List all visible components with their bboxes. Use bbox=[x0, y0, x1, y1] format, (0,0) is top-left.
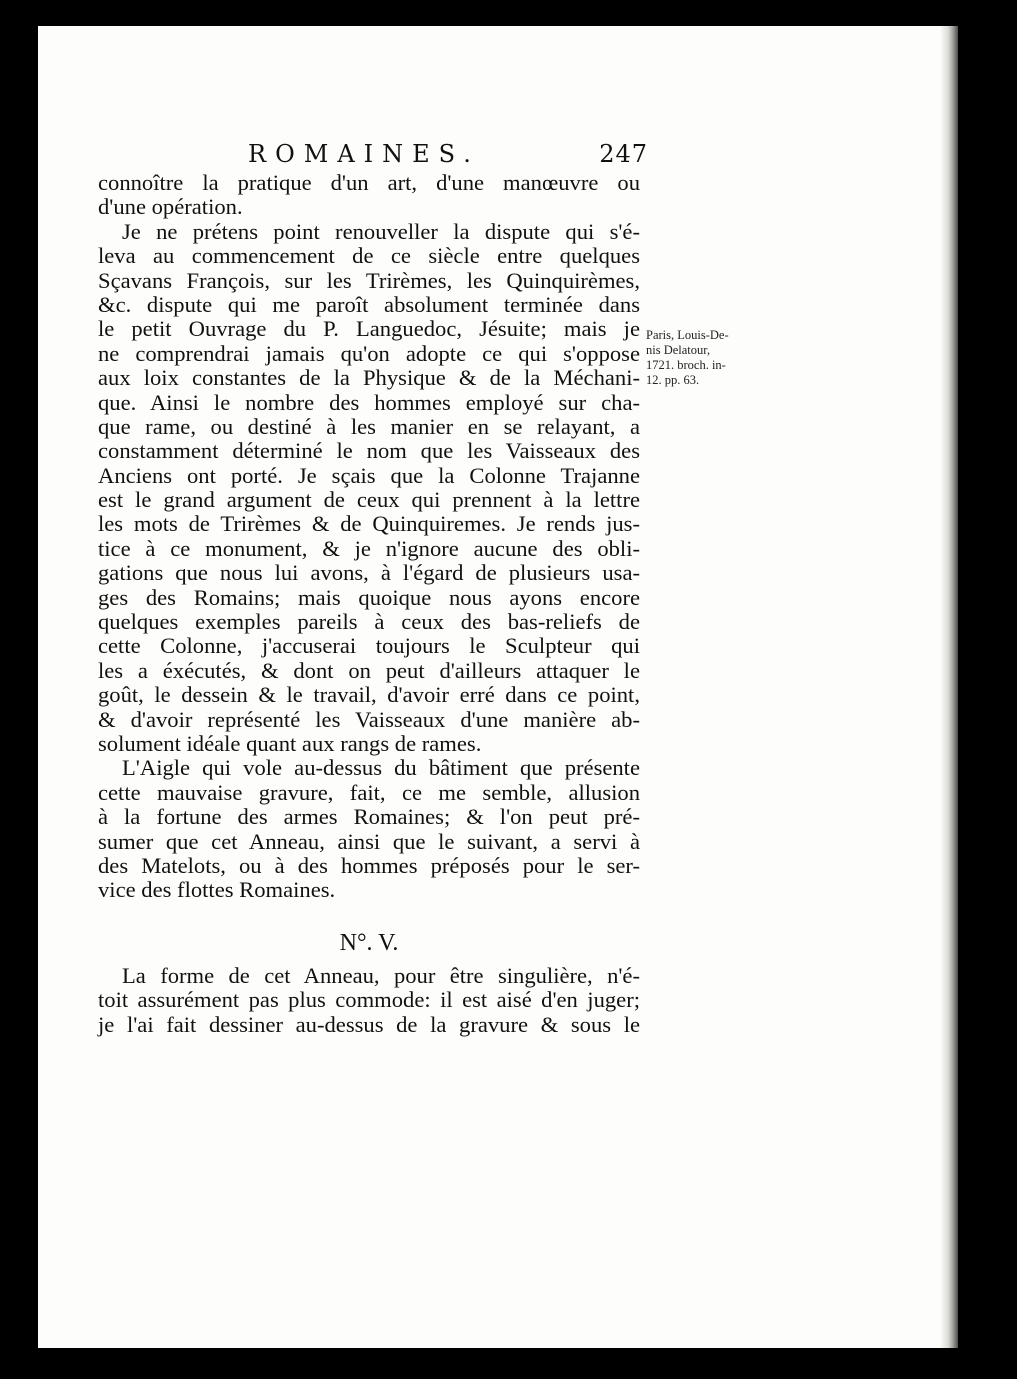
text-line: goût, le dessein & le travail, d'avoir erré dans ce point, bbox=[98, 682, 640, 708]
text-line: leva au commencement de ce siècle entre quelques bbox=[98, 243, 640, 269]
section-body-text bbox=[98, 964, 640, 1037]
text-line: aux loix constantes de la Physique & de la Méchani- bbox=[98, 365, 640, 391]
running-title: ROMAINES. bbox=[248, 140, 480, 168]
text-line: L'Aigle qui vole au-dessus du bâtiment que présente bbox=[122, 755, 640, 781]
text-line: ges des Romains; mais quoique nous ayons encore bbox=[98, 584, 640, 610]
margin-note-line: 12. pp. 63. bbox=[646, 373, 700, 387]
text-line: & d'avoir représenté les Vaisseaux d'une manière ab- bbox=[98, 706, 640, 732]
margin-note-line: Paris, Louis-De- bbox=[646, 328, 729, 342]
text-line: les mots de Trirèmes & de Quinquiremes. Je rends jus- bbox=[98, 511, 640, 537]
text-line: des Matelots, ou à des hommes préposés pour le ser- bbox=[98, 852, 640, 878]
text-line: La forme de cet Anneau, pour être singulière, n'é- bbox=[122, 963, 640, 988]
text-line: cette mauvaise gravure, fait, ce me semble, allusion bbox=[98, 779, 640, 805]
text-line: tice à ce monument, & je n'ignore aucune des obli- bbox=[98, 535, 640, 561]
text-line: Anciens ont porté. Je sçais que la Colonne Trajanne bbox=[98, 462, 640, 488]
text-line: constamment déterminé le nom que les Vaisseaux des bbox=[98, 438, 640, 464]
body-text bbox=[98, 171, 640, 903]
book-page bbox=[38, 26, 958, 1348]
margin-note-line: 1721. broch. in- bbox=[646, 358, 726, 372]
section-heading: N°. V. bbox=[339, 930, 399, 956]
text-line: Je ne prétens point renouveller la dispute qui s'é- bbox=[122, 218, 640, 244]
text-line: solument idéale quant aux rangs de rames. bbox=[98, 730, 482, 756]
text-line: quelques exemples pareils à ceux des bas-reliefs de bbox=[98, 609, 640, 635]
text-line: est le grand argument de ceux qui prennent à la lettre bbox=[98, 487, 640, 513]
text-line: à la fortune des armes Romaines; & l'on peut pré- bbox=[98, 804, 640, 830]
text-line: que rame, ou destiné à les manier en se relayant, a bbox=[98, 413, 640, 439]
scan-edge-shadow bbox=[940, 26, 958, 1348]
text-line: d'une opération. bbox=[98, 194, 243, 220]
text-line: connoître la pratique d'un art, d'une manœuvre ou bbox=[98, 170, 640, 195]
text-line: ne comprendrai jamais qu'on adopte ce qui s'oppose bbox=[98, 340, 640, 366]
text-line: vice des flottes Romaines. bbox=[98, 877, 336, 903]
text-line: sumer que cet Anneau, ainsi que le suivant, a servi à bbox=[98, 828, 640, 854]
text-line: Sçavans François, sur les Trirèmes, les Quinquirèmes, bbox=[98, 267, 640, 293]
text-line: toit assurément pas plus commode: il est aisé d'en juger; bbox=[98, 987, 640, 1013]
running-head bbox=[238, 140, 648, 170]
margin-note bbox=[646, 328, 786, 388]
text-line: le petit Ouvrage du P. Languedoc, Jésuite; mais je bbox=[98, 316, 640, 342]
text-line: cette Colonne, j'accuserai toujours le Sculpteur qui bbox=[98, 633, 640, 659]
text-line: &c. dispute qui me paroît absolument terminée dans bbox=[98, 291, 640, 317]
text-line: les a éxécutés, & dont on peut d'ailleurs attaquer le bbox=[98, 657, 640, 683]
page-number: 247 bbox=[599, 140, 648, 168]
text-line: je l'ai fait dessiner au-dessus de la gravure & sous le bbox=[98, 1011, 640, 1037]
margin-note-line: nis Delatour, bbox=[646, 343, 711, 357]
text-line: gations que nous lui avons, à l'égard de plusieurs usa- bbox=[98, 560, 640, 586]
text-line: que. Ainsi le nombre des hommes employé sur cha- bbox=[98, 389, 640, 415]
